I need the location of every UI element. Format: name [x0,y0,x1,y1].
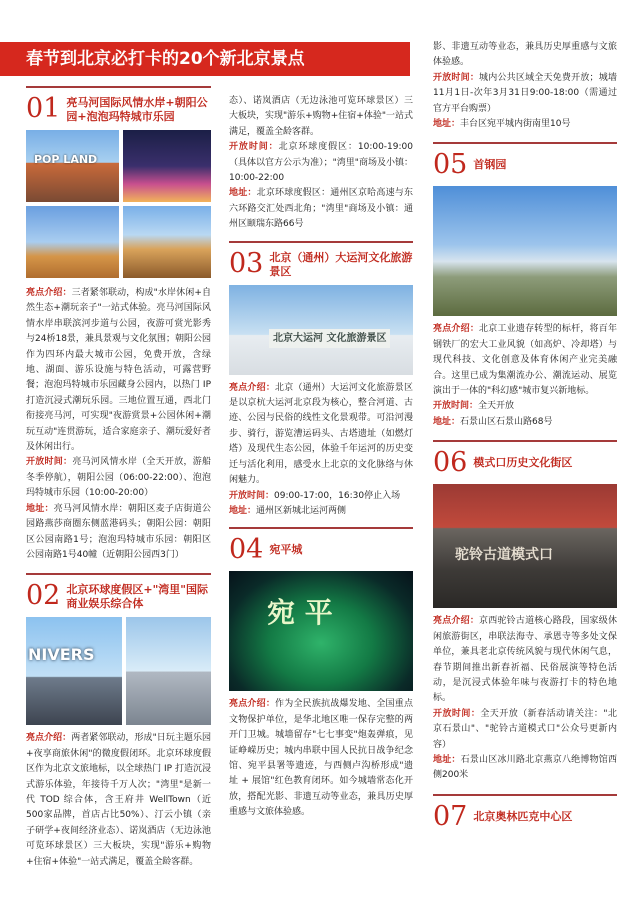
section-number: 01 [26,93,61,124]
section-07-header [433,802,617,832]
universal-sign: NIVERS [28,645,95,665]
toy-figure-photo [26,206,119,278]
section-number: 04 [229,534,264,566]
section-02-header [26,581,211,611]
section-06-address: 地址：石景山区冰川路北京燕京八绝博物馆西侧200米 [433,754,617,781]
right-column [433,40,617,832]
section-04-header [229,535,413,565]
section-06-hours: 开放时间：全天开放（新春活动请关注："北京石景山"、"驼铃古道模式口"公众号更新内容） [433,708,617,750]
section-01-header [26,94,211,124]
section-01-address: 地址：亮马河风情水岸：朝阳区麦子店街道公园路燕莎商圈东侧蓝港码头；朝阳公园：朝阳区公园南路1号；泡泡玛特城市乐园：朝阳区公园南路1号40幢（近朝阳公园西3门） [26,503,211,560]
section-title: 首钢园 [473,158,507,172]
universal-globe-photo [26,617,122,725]
section-05-hours: 开放时间：全天开放 [433,401,515,412]
section-01-intro: 亮点介绍：三者紧邻联动，构成"水岸休闲+自然生态+潮玩亲子"一站式体验。亮马河国际风情水岸串联滨河步道与公园，夜游可赏光影秀与24桥18景，兼具景观与文化氛围；朝阳公园作为四环内最大城市公园，免费开放，含绿地、湖面、游乐设施与特色活动，可露营野餐；泡泡玛特城市乐园藏身公园内，以热门 IP 打造沉浸式潮玩乐园。三地位置互通，西北门衔接亮马河，可实现"夜游赏景+公园休闲+潮玩互动"连贯游玩，适合家庭亲子、潮玩爱好者及休闲出行。 [26,288,211,453]
section-title: 北京环球度假区+"湾里"国际商业娱乐综合体 [66,583,209,611]
section-divider [433,794,617,796]
section-divider [433,440,617,442]
section-06-intro: 亮点介绍：京西驼铃古道核心路段，国家级休闲旅游街区，串联法海寺、承恩寺等多处文保单位，兼具老北京传统风貌与现代休闲气息，春节期间推出新春祈福、民俗展演等特色活动，是沉浸式体验年味与夜游打卡的特色地标。 [433,616,617,704]
section-02-address: 地址：北京环球度假区：通州区京哈高速与东六环路交汇处西北角；"湾里"商场及小镇：通州区颐瑞东路66号 [229,188,413,230]
section-divider [26,573,211,575]
section-05-header [433,150,617,180]
section-number: 05 [433,149,468,181]
section-03-intro: 亮点介绍：北京（通州）大运河文化旅游景区是以京杭大运河北京段为核心，整合河道、古迹、公园与民俗的线性文化景观带。可沿河漫步、骑行，游览漕运码头、古塔遗址（如燃灯塔）及现代生态公园，体验千年运河的历史变迁与活化利用，感受水上北京的文化脉络与休闲魅力。 [229,382,413,486]
section-divider [433,142,617,144]
section-number: 03 [229,247,264,279]
popland-sign-photo [26,130,119,202]
section-05-photo [433,186,617,316]
section-06-header [433,448,617,478]
section-divider [229,241,413,243]
middle-column [229,94,413,821]
left-column [26,86,211,870]
section-number: 02 [26,580,61,612]
section-number: 07 [433,800,468,832]
section-05-address: 地址：石景山区石景山路68号 [433,416,553,427]
section-04-intro: 亮点介绍：作为全民族抗战爆发地、全国重点文物保护单位，是华北地区唯一保存完整的两开门卫城。城墙留存"七七事变"炮轰弹痕，见证峥嵘历史；城内串联中国人民抗日战争纪念馆、宛平县署等遗迹，与西侧卢沟桥形成"遗址 + 展馆"红色教育闭环。如今城墙常态化开放，搭配光影、非遗互动等业态，兼具历史厚重感与文旅体验感。 [229,699,413,818]
section-03-photo [229,285,413,375]
section-04-hours: 开放时间：城内公共区域全天免费开放；城墙11月1日-次年3月31日9:00-18:00（需通过官方平台购票） [433,72,617,114]
page-banner: 春节到北京必打卡的20个新北京景点 [0,42,410,76]
section-number: 06 [433,447,468,479]
canal-stone-sign: 北京大运河 文化旅游景区 [269,329,390,348]
section-01-photo [26,130,211,280]
section-title: 模式口历史文化街区 [473,456,573,470]
section-title: 北京（通州）大运河文化旅游景区 [269,250,413,278]
section-04-photo [229,571,413,691]
section-divider [26,86,211,88]
section-03-hours: 开放时间：09:00-17:00，16:30停止入场 [229,490,401,501]
section-divider [229,527,413,529]
section-04-intro-continued: 影、非遗互动等业态，兼具历史厚重感与文旅体验感。 [433,42,617,68]
section-title: 宛平城 [269,543,303,557]
section-02-intro-continued: 态）、诺岚酒店（无边泳池可览环球景区）三大板块，实现"游乐+购物+住宿+体验"一站式满足，覆盖全龄客群。 [229,96,413,137]
moshikou-gate-sign: 驼铃古道模式口 [455,547,553,564]
wanping-light-show-text: 宛 平 [267,596,333,630]
section-title: 北京奥林匹克中心区 [473,809,573,823]
night-view-photo [123,130,211,202]
section-02-intro: 亮点介绍：两者紧邻联动，形成"日玩主题乐园+夜享商旅休闲"的微度假闭环。北京环球度假区作为北京文旅地标，以全球热门 IP 打造沉浸式游乐体验，年接待千万人次；"湾里"是新一代 TOD 综合体，含王府井 WellTown（近500家品牌，首店占比50%）、汀云小镇（亲子研学+夜间经济业态）、诺岚酒店（无边泳池可览环球景区）三大板块，实现"游乐+购物+住宿+体验"一站式满足，覆盖全龄客群。 [26,733,211,867]
section-01-hours: 开放时间：亮马河风情水岸（全天开放，游船冬季停航），朝阳公园（06:00-22:00）、泡泡玛特城市乐园（10:00-20:00） [26,457,211,499]
section-03-address: 地址：通州区新城北运河两侧 [229,505,347,516]
section-05-intro: 亮点介绍：北京工业遗存转型的标杆，将百年钢铁厂的宏大工业风貌（如高炉、冷却塔）与现代科技、文化创意及体育休闲产业完美融合。这里已成为集潮流办公、潮流运动、展览演出于一体的"科幻感"城市复兴新地标。 [433,324,617,397]
popland-sign: POP LAND [34,153,98,166]
section-02-hours: 开放时间：北京环球度假区：10:00-19:00（具体以官方公示为准）；"湾里"商场及小镇：10:00-22:00 [229,142,413,184]
riverside-photo [123,206,211,278]
section-04-address: 地址：丰台区宛平城内街南里10号 [433,119,571,130]
section-03-header [229,249,413,279]
section-02-photo [26,617,211,725]
section-06-photo [433,484,617,608]
section-title: 亮马河国际风情水岸+朝阳公园+泡泡玛特城市乐园 [66,96,208,123]
wanli-mall-photo [126,617,211,725]
